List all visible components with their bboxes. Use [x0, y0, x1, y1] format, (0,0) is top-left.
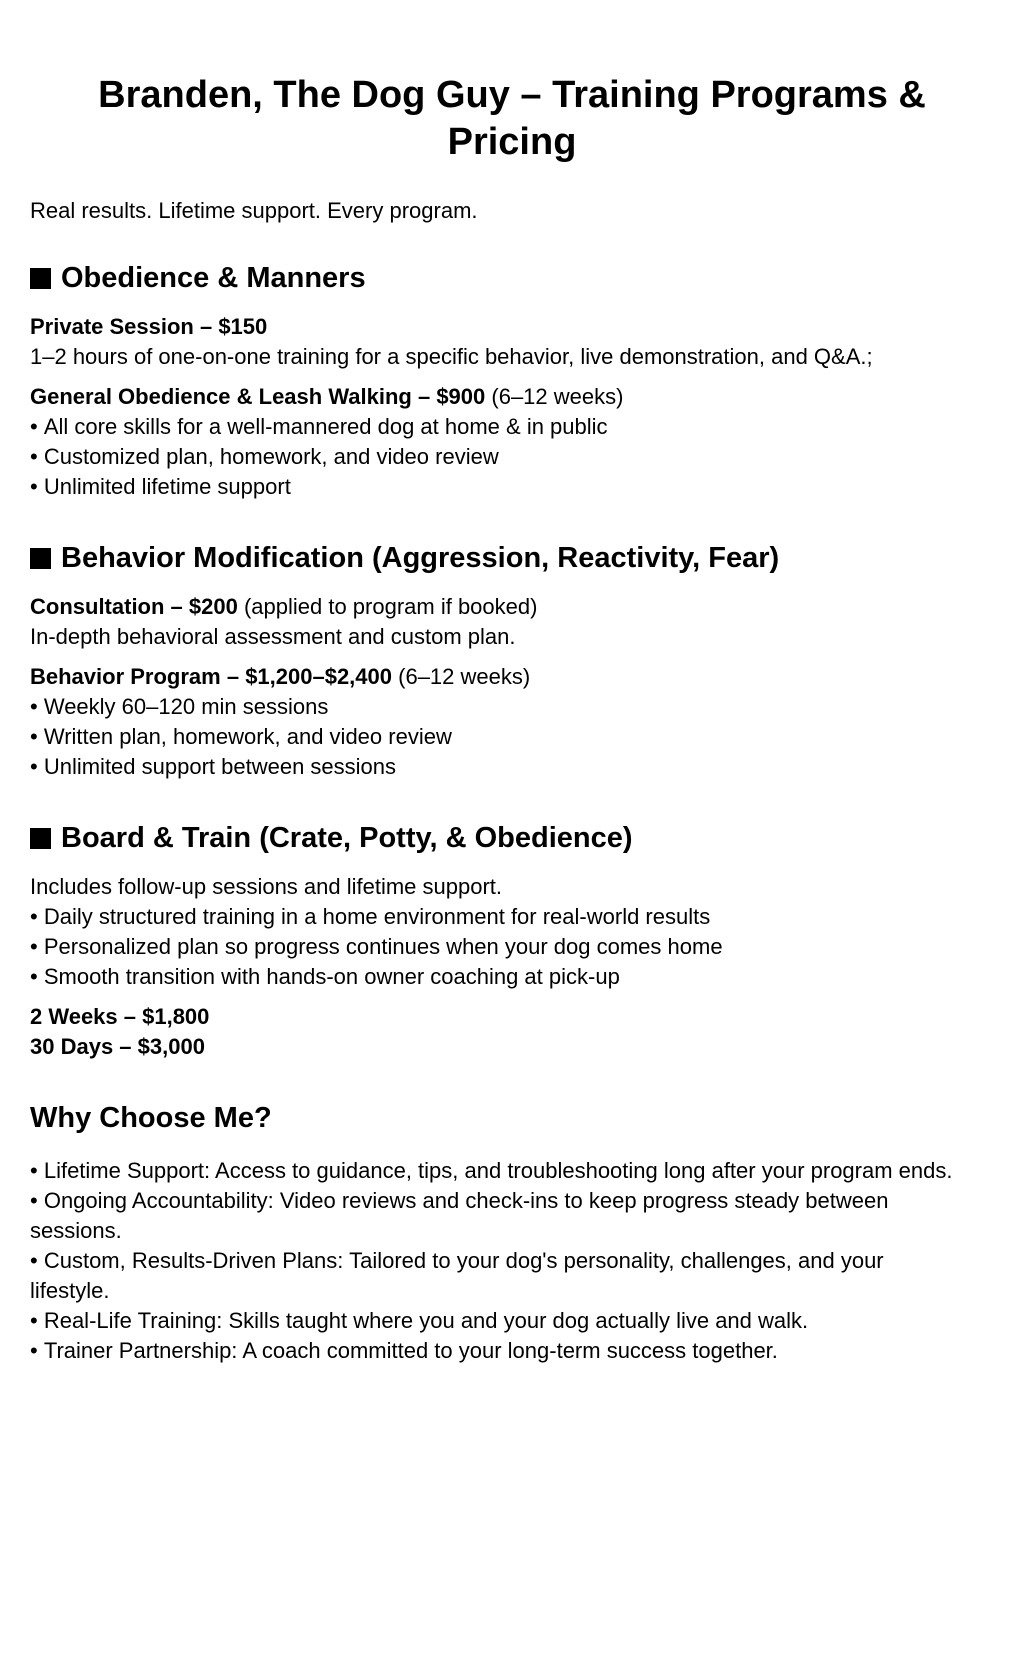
section-board-train — [30, 820, 954, 1062]
board-train-details — [30, 872, 954, 992]
consultation-block — [30, 592, 954, 652]
private-session-name-price: Private Session – $150 — [30, 314, 268, 339]
price-2-weeks-text: 2 Weeks – $1,800 — [30, 1004, 210, 1029]
list-item: • Personalized plan so progress continues when your dog comes home — [30, 932, 954, 962]
general-obedience-title — [30, 382, 954, 412]
list-item: • Unlimited lifetime support — [30, 472, 954, 502]
list-item: • Customized plan, homework, and video review — [30, 442, 954, 472]
general-obedience-name-price: General Obedience & Leash Walking – $900 — [30, 384, 486, 409]
behavior-program-list — [30, 692, 954, 782]
section-heading-obedience — [30, 260, 954, 296]
price-30-days — [30, 1032, 954, 1062]
section-why-choose-me — [30, 1100, 954, 1366]
general-obedience-block — [30, 382, 954, 502]
consultation-description: In-depth behavioral assessment and custom plan. — [30, 624, 516, 649]
private-session-title — [30, 312, 954, 342]
square-bullet-icon — [30, 548, 51, 569]
list-item: • Weekly 60–120 min sessions — [30, 692, 954, 722]
section-heading-why: Why Choose Me? — [30, 1102, 272, 1134]
list-item: • Real-Life Training: Skills taught where you and your dog actually live and walk. — [30, 1306, 954, 1336]
board-train-intro: Includes follow-up sessions and lifetime support. — [30, 874, 503, 899]
tagline: Real results. Lifetime support. Every program. — [30, 198, 478, 223]
section-heading-text: Behavior Modification (Aggression, Reactivity, Fear) — [61, 542, 780, 574]
page-title: Branden, The Dog Guy – Training Programs & Pricing — [98, 74, 926, 163]
private-session-description: 1–2 hours of one-on-one training for a specific behavior, live demonstration, and Q&A.; — [30, 344, 873, 369]
behavior-program-block — [30, 662, 954, 782]
section-heading-text: Obedience & Manners — [61, 262, 366, 294]
general-obedience-duration: (6–12 weeks) — [485, 384, 624, 409]
why-list — [30, 1156, 954, 1366]
list-item: • Custom, Results-Driven Plans: Tailored to your dog's personality, challenges, and your lifestyle. — [30, 1246, 954, 1306]
section-heading-behavior — [30, 540, 954, 576]
list-item: • Trainer Partnership: A coach committed to your long-term success together. — [30, 1336, 954, 1366]
price-30-days-text: 30 Days – $3,000 — [30, 1034, 205, 1059]
list-item: • Smooth transition with hands-on owner coaching at pick-up — [30, 962, 954, 992]
section-behavior — [30, 540, 954, 782]
behavior-program-duration: (6–12 weeks) — [392, 664, 531, 689]
list-item: • All core skills for a well-mannered dog at home & in public — [30, 412, 954, 442]
behavior-program-title — [30, 662, 954, 692]
board-train-list — [30, 902, 954, 992]
square-bullet-icon — [30, 828, 51, 849]
private-session-block — [30, 312, 954, 372]
price-2-weeks — [30, 1002, 954, 1032]
list-item: • Unlimited support between sessions — [30, 752, 954, 782]
square-bullet-icon — [30, 268, 51, 289]
consultation-name-price: Consultation – $200 — [30, 594, 238, 619]
list-item: • Lifetime Support: Access to guidance, tips, and troubleshooting long after your program ends. — [30, 1156, 954, 1186]
section-obedience — [30, 260, 954, 502]
consultation-note: (applied to program if booked) — [237, 594, 538, 619]
general-obedience-list — [30, 412, 954, 502]
section-heading-text: Board & Train (Crate, Potty, & Obedience) — [61, 822, 633, 854]
list-item: • Written plan, homework, and video review — [30, 722, 954, 752]
list-item: • Ongoing Accountability: Video reviews and check-ins to keep progress steady between sessions. — [30, 1186, 954, 1246]
section-heading-board-train — [30, 820, 954, 856]
behavior-program-name-price: Behavior Program – $1,200–$2,400 — [30, 664, 393, 689]
board-train-prices — [30, 1002, 954, 1062]
list-item: • Daily structured training in a home environment for real-world results — [30, 902, 954, 932]
consultation-title — [30, 592, 954, 622]
